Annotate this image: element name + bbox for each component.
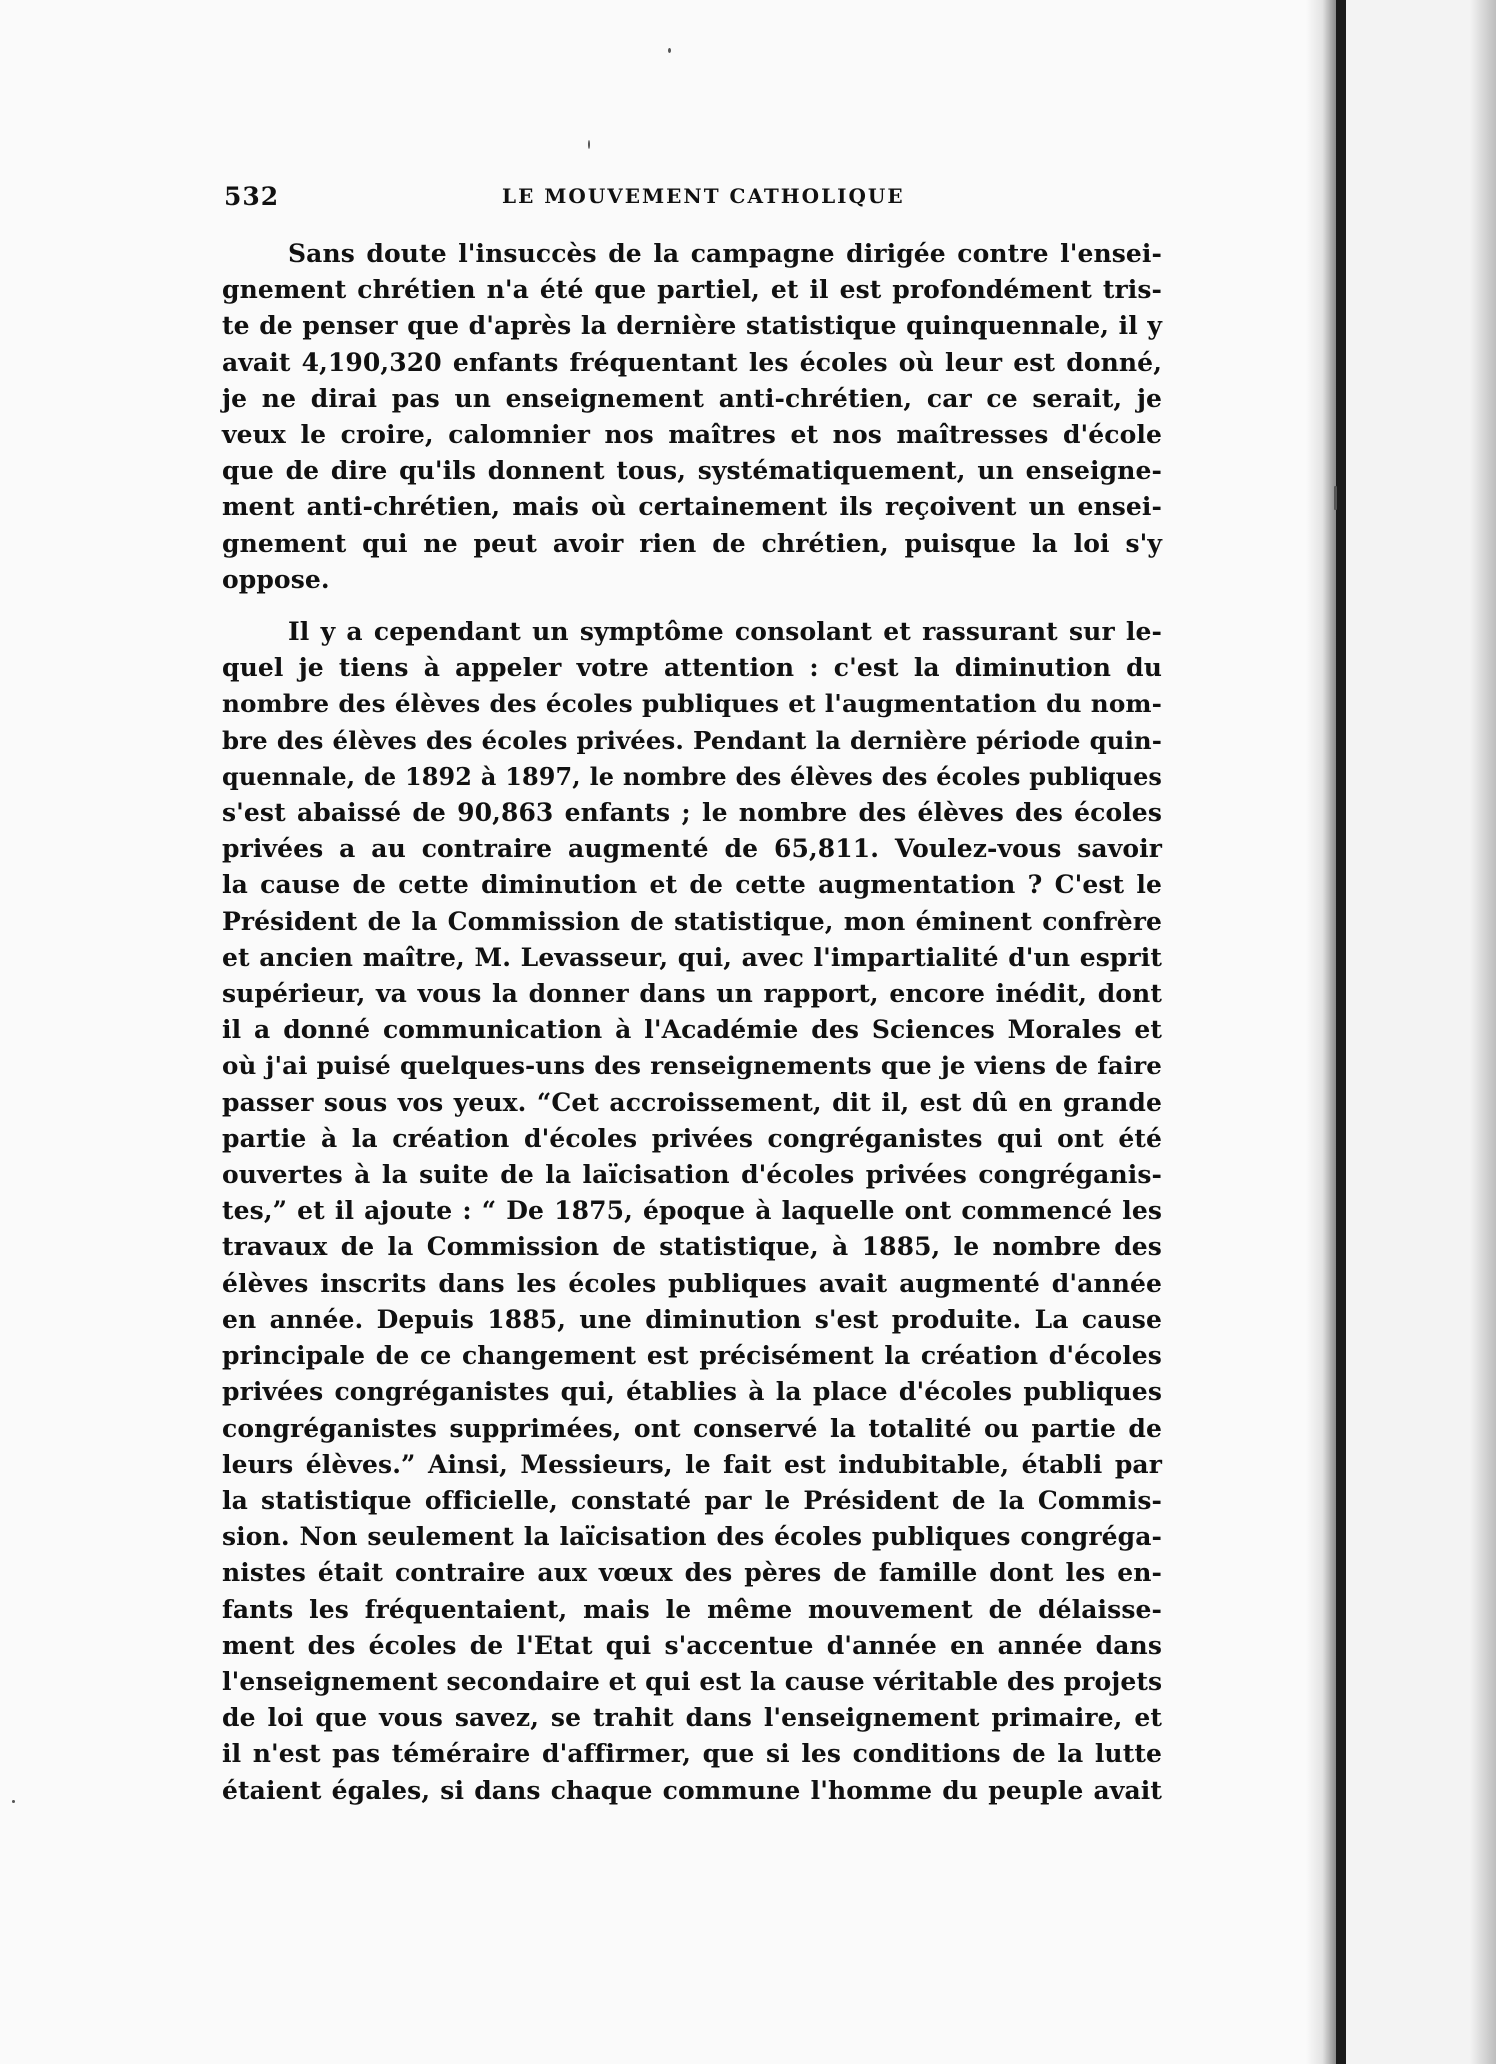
text-line: il a donné communication à l'Académie des Sciences Morales et	[222, 1015, 1162, 1045]
text-line: ouvertes à la suite de la laïcisation d'écoles privées congréganis-	[222, 1160, 1162, 1190]
text-line: ment des écoles de l'Etat qui s'accentue d'année en année dans	[222, 1630, 1162, 1660]
scan-speck	[668, 48, 671, 53]
text-line: et ancien maître, M. Levasseur, qui, avec l'impartialité d'un esprit	[222, 942, 1162, 972]
page-number: 532	[224, 182, 280, 211]
text-line: il n'est pas téméraire d'affirmer, que si les conditions de la lutte	[222, 1739, 1162, 1769]
text-line: tes,” et il ajoute : “ De 1875, époque à laquelle ont commencé les	[222, 1196, 1162, 1226]
text-line: principale de ce changement est précisément la création d'écoles	[222, 1341, 1162, 1371]
text-line: partie à la création d'écoles privées congréganistes qui ont été	[222, 1123, 1162, 1153]
gutter-shadow	[1306, 0, 1336, 2064]
running-head	[222, 176, 1162, 216]
scan-speck	[12, 1800, 15, 1803]
book-spine	[1336, 0, 1346, 2064]
text-line: je ne dirai pas un enseignement anti-chrétien, car ce serait, je	[222, 383, 1162, 413]
text-line: quel je tiens à appeler votre attention : c'est la diminution du	[222, 653, 1162, 683]
text-line: congréganistes supprimées, ont conservé la totalité ou partie de	[222, 1413, 1162, 1443]
text-line: élèves inscrits dans les écoles publiques avait augmenté d'année	[222, 1268, 1162, 1298]
text-line: Sans doute l'insuccès de la campagne dirigée contre l'ensei-	[288, 239, 1162, 268]
text-line: passer sous vos yeux. “Cet accroissement, dit il, est dû en grande	[222, 1087, 1162, 1117]
text-line: fants les fréquentaient, mais le même mouvement de délaisse-	[222, 1594, 1162, 1624]
text-line: avait 4,190,320 enfants fréquentant les écoles où leur est donné,	[222, 347, 1162, 377]
text-line: l'enseignement secondaire et qui est la cause véritable des projets	[222, 1666, 1163, 1696]
text-line: privées a au contraire augmenté de 65,811. Voulez-vous savoir	[222, 834, 1162, 864]
text-line: nistes était contraire aux vœux des pères de famille dont les en-	[222, 1558, 1162, 1588]
text-line: en année. Depuis 1885, une diminution s'est produite. La cause	[222, 1304, 1162, 1334]
running-title: LE MOUVEMENT CATHOLIQUE	[502, 184, 905, 208]
text-line: quennale, de 1892 à 1897, le nombre des élèves des écoles publiques	[222, 762, 1162, 791]
text-line: veux le croire, calomnier nos maîtres et nos maîtresses d'école	[222, 420, 1162, 450]
text-line: que de dire qu'ils donnent tous, systématiquement, un enseigne-	[222, 456, 1162, 486]
text-line: gnement chrétien n'a été que partiel, et il est profondément tris-	[222, 275, 1162, 305]
text-line: Il y a cependant un symptôme consolant et rassurant sur le-	[288, 617, 1162, 647]
paragraph-1	[222, 236, 1162, 598]
text-line: gnement qui ne peut avoir rien de chrétien, puisque la loi s'y	[222, 528, 1162, 558]
text-line: la statistique officielle, constaté par le Président de la Commis-	[222, 1485, 1162, 1515]
text-line: où j'ai puisé quelques-uns des renseignements que je viens de faire	[222, 1051, 1162, 1081]
text-line: leurs élèves.” Ainsi, Messieurs, le fait est indubitable, établi par	[222, 1449, 1162, 1479]
text-line: nombre des élèves des écoles publiques et l'augmentation du nom-	[222, 689, 1162, 719]
text-line: oppose.	[222, 564, 330, 594]
text-line: Président de la Commission de statistique, mon éminent confrère	[222, 906, 1162, 936]
text-line: étaient égales, si dans chaque commune l'homme du peuple avait	[222, 1775, 1162, 1805]
facing-page-shadow	[1470, 0, 1496, 2064]
paragraph-2	[222, 614, 1162, 1809]
text-line: sion. Non seulement la laïcisation des écoles publiques congréga-	[222, 1522, 1162, 1552]
book-page	[222, 176, 1162, 1809]
text-line: supérieur, va vous la donner dans un rapport, encore inédit, dont	[222, 979, 1162, 1009]
scan-speck	[1334, 486, 1337, 510]
text-line: la cause de cette diminution et de cette augmentation ? C'est le	[222, 870, 1162, 900]
text-line: te de penser que d'après la dernière statistique quinquennale, il y	[222, 311, 1162, 341]
text-line: de loi que vous savez, se trahit dans l'enseignement primaire, et	[222, 1703, 1162, 1733]
text-line: ment anti-chrétien, mais où certainement ils reçoivent un ensei-	[222, 492, 1162, 522]
text-line: travaux de la Commission de statistique, à 1885, le nombre des	[222, 1232, 1162, 1262]
text-line: privées congréganistes qui, établies à la place d'écoles publiques	[222, 1377, 1162, 1407]
scan-speck	[588, 140, 590, 149]
text-line: bre des élèves des écoles privées. Pendant la dernière période quin-	[222, 725, 1162, 755]
text-line: s'est abaissé de 90,863 enfants ; le nombre des élèves des écoles	[222, 798, 1162, 828]
